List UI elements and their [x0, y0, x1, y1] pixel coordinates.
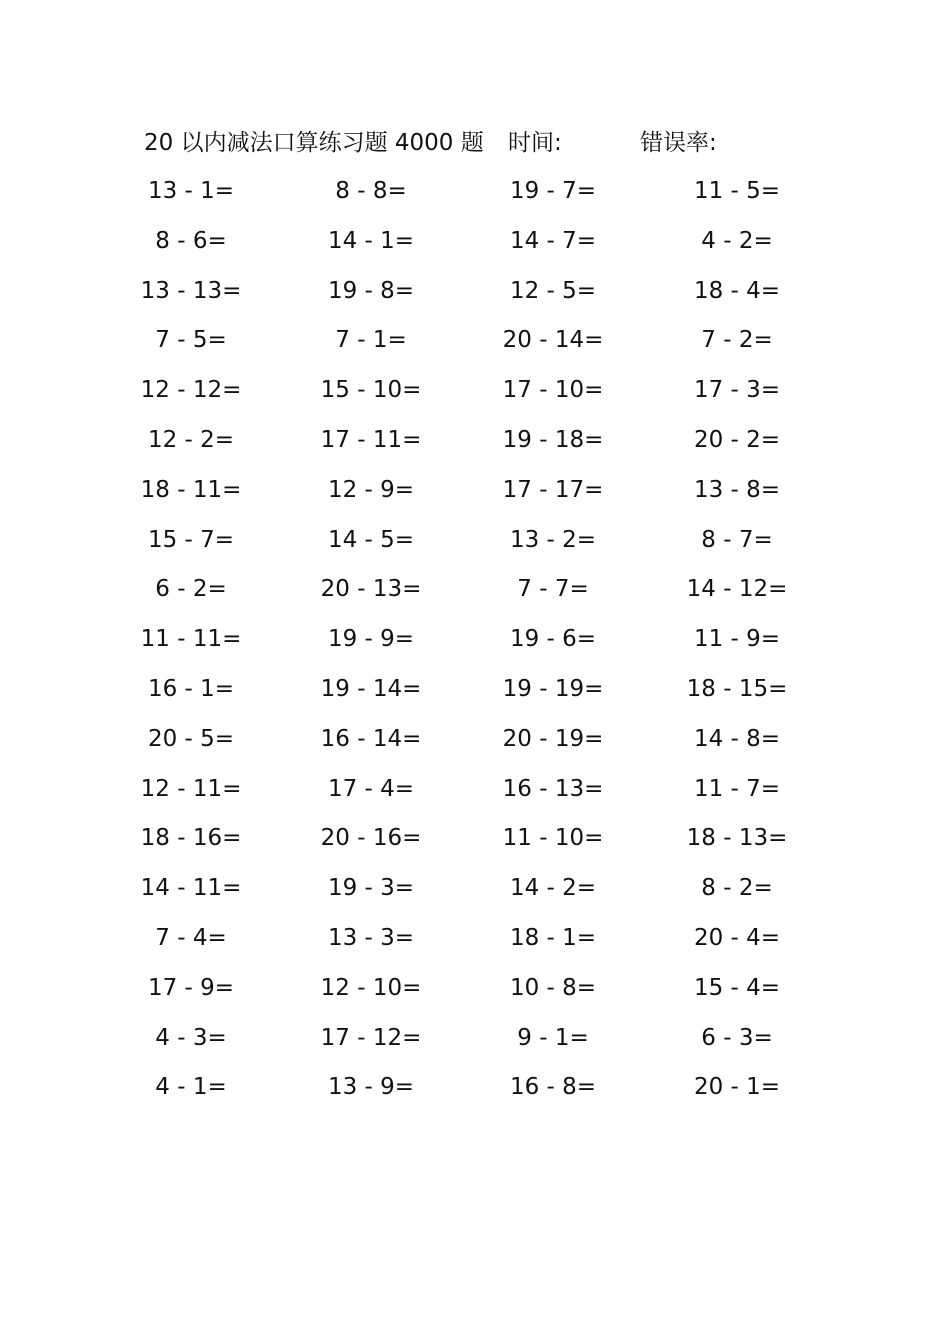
problem-item: 13 - 3= [327, 924, 415, 951]
problem-grid [0, 174, 950, 1120]
problem-item: 14 - 8= [693, 725, 781, 752]
problem-row [0, 224, 950, 274]
problem-item: 16 - 14= [320, 725, 422, 752]
problem-item: 19 - 9= [327, 626, 415, 653]
worksheet-title: 20 以内减法口算练习题 4000 题 [144, 130, 484, 156]
problem-item: 4 - 2= [701, 227, 773, 254]
problem-row [0, 722, 950, 772]
problem-item: 19 - 6= [509, 626, 597, 653]
problem-item: 20 - 2= [693, 426, 781, 453]
problem-item: 17 - 17= [502, 476, 604, 503]
problem-item: 18 - 13= [686, 825, 788, 852]
problem-item: 8 - 7= [701, 526, 773, 553]
problem-item: 20 - 4= [693, 924, 781, 951]
problem-row [0, 871, 950, 921]
problem-row [0, 921, 950, 971]
problem-item: 12 - 5= [509, 277, 597, 304]
problem-item: 19 - 3= [327, 875, 415, 902]
problem-item: 12 - 10= [320, 974, 422, 1001]
problem-item: 20 - 19= [502, 725, 604, 752]
problem-item: 19 - 18= [502, 426, 604, 453]
problem-item: 20 - 1= [693, 1074, 781, 1101]
problem-item: 19 - 8= [327, 277, 415, 304]
problem-item: 18 - 15= [686, 675, 788, 702]
problem-row [0, 473, 950, 523]
problem-item: 15 - 4= [693, 974, 781, 1001]
problem-item: 11 - 10= [502, 825, 604, 852]
problem-item: 19 - 14= [320, 675, 422, 702]
problem-row [0, 971, 950, 1021]
problem-item: 18 - 11= [140, 476, 242, 503]
problem-item: 12 - 11= [140, 775, 242, 802]
problem-item: 18 - 1= [509, 924, 597, 951]
problem-item: 14 - 5= [327, 526, 415, 553]
problem-item: 16 - 8= [509, 1074, 597, 1101]
problem-row [0, 523, 950, 573]
problem-item: 7 - 7= [517, 576, 589, 603]
problem-row [0, 672, 950, 722]
problem-item: 6 - 3= [701, 1024, 773, 1051]
problem-item: 12 - 12= [140, 377, 242, 404]
problem-item: 9 - 1= [517, 1024, 589, 1051]
problem-row [0, 274, 950, 324]
problem-item: 17 - 9= [147, 974, 235, 1001]
problem-item: 15 - 10= [320, 377, 422, 404]
problem-item: 17 - 3= [693, 377, 781, 404]
problem-item: 19 - 19= [502, 675, 604, 702]
problem-item: 4 - 1= [155, 1074, 227, 1101]
problem-row [0, 622, 950, 672]
problem-item: 18 - 16= [140, 825, 242, 852]
problem-item: 13 - 1= [147, 178, 235, 204]
problem-item: 7 - 4= [155, 924, 227, 951]
problem-item: 6 - 2= [155, 576, 227, 603]
problem-item: 11 - 9= [693, 626, 781, 653]
problem-item: 14 - 2= [509, 875, 597, 902]
problem-row [0, 323, 950, 373]
problem-row [0, 821, 950, 871]
problem-item: 7 - 1= [335, 327, 407, 354]
problem-item: 8 - 2= [701, 875, 773, 902]
problem-item: 12 - 2= [147, 426, 235, 453]
problem-item: 20 - 14= [502, 327, 604, 354]
problem-item: 14 - 12= [686, 576, 788, 603]
problem-item: 11 - 7= [693, 775, 781, 802]
problem-item: 14 - 11= [140, 875, 242, 902]
problem-item: 7 - 5= [155, 327, 227, 354]
problem-item: 13 - 9= [327, 1074, 415, 1101]
problem-item: 17 - 4= [327, 775, 415, 802]
problem-item: 18 - 4= [693, 277, 781, 304]
problem-row [0, 373, 950, 423]
problem-item: 17 - 12= [320, 1024, 422, 1051]
problem-item: 17 - 11= [320, 426, 422, 453]
problem-row [0, 423, 950, 473]
problem-item: 12 - 9= [327, 476, 415, 503]
problem-item: 20 - 5= [147, 725, 235, 752]
problem-item: 16 - 1= [147, 675, 235, 702]
problem-item: 16 - 13= [502, 775, 604, 802]
problem-row [0, 174, 950, 224]
problem-item: 13 - 13= [140, 277, 242, 304]
problem-item: 8 - 8= [335, 178, 407, 204]
problem-item: 14 - 1= [327, 227, 415, 254]
worksheet-header [0, 126, 950, 160]
problem-item: 11 - 11= [140, 626, 242, 653]
problem-row [0, 572, 950, 622]
problem-item: 15 - 7= [147, 526, 235, 553]
problem-item: 8 - 6= [155, 227, 227, 254]
problem-item: 17 - 10= [502, 377, 604, 404]
problem-item: 13 - 2= [509, 526, 597, 553]
time-label: 时间: [508, 130, 562, 156]
problem-item: 4 - 3= [155, 1024, 227, 1051]
problem-row [0, 1021, 950, 1071]
problem-item: 20 - 13= [320, 576, 422, 603]
problem-item: 7 - 2= [701, 327, 773, 354]
problem-item: 14 - 7= [509, 227, 597, 254]
error-rate-label: 错误率: [640, 130, 717, 156]
problem-item: 19 - 7= [509, 178, 597, 204]
problem-item: 11 - 5= [693, 178, 781, 204]
problem-row [0, 772, 950, 822]
problem-item: 13 - 8= [693, 476, 781, 503]
problem-item: 10 - 8= [509, 974, 597, 1001]
problem-row [0, 1070, 950, 1120]
problem-item: 20 - 16= [320, 825, 422, 852]
